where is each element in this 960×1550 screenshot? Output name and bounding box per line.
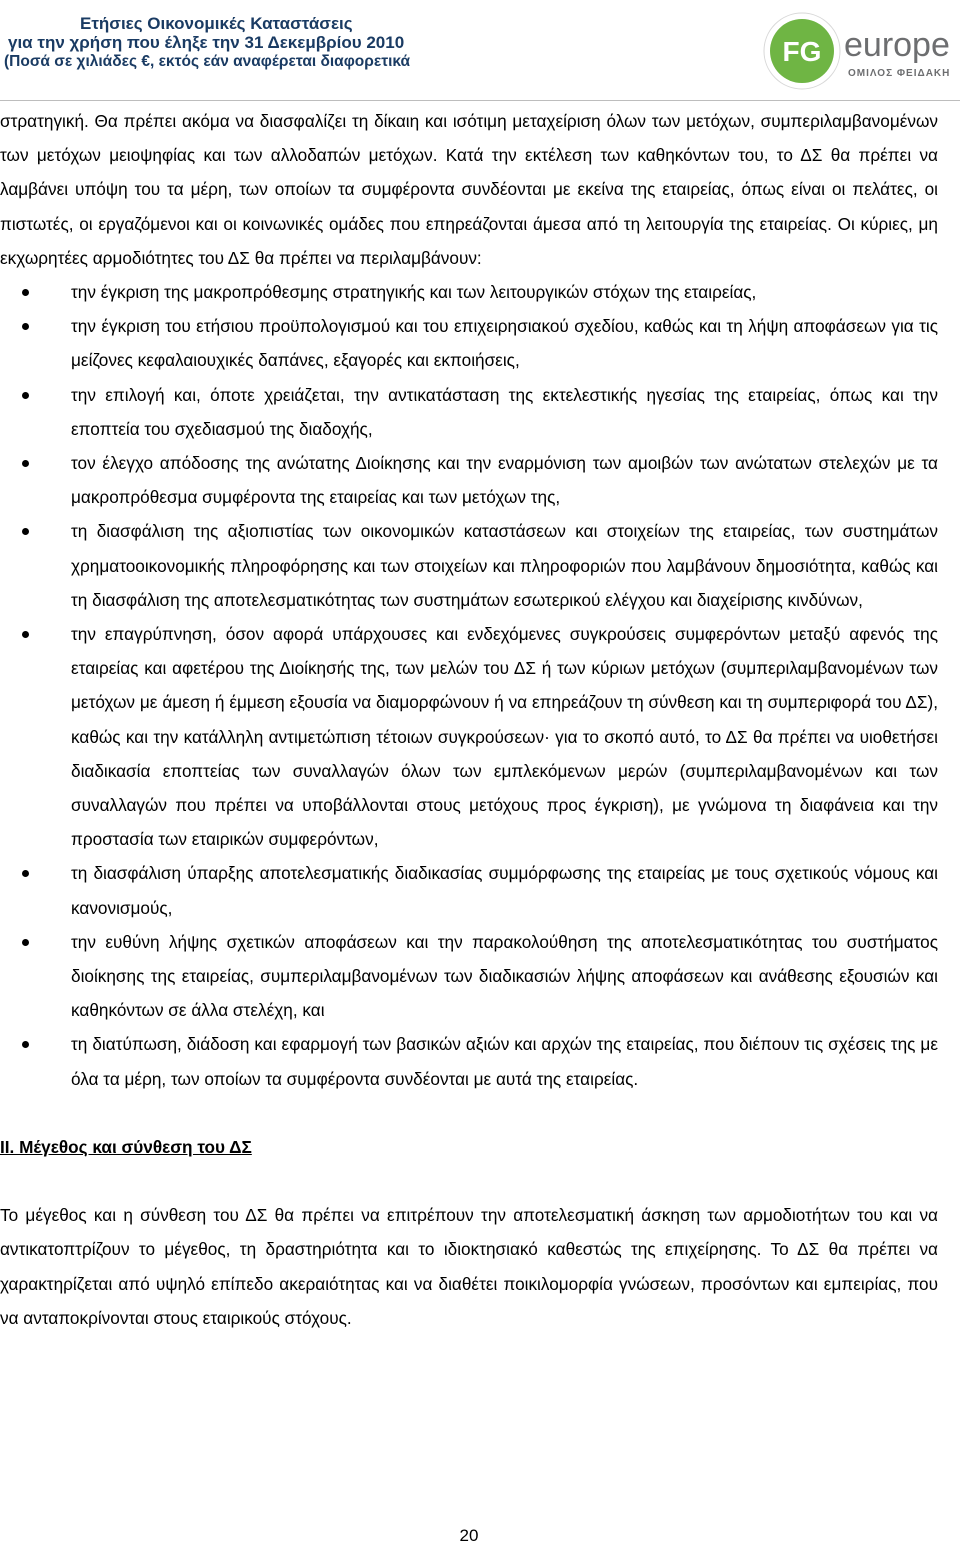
- bullet-icon: [22, 1041, 29, 1048]
- header-note: (Ποσά σε χιλιάδες €, εκτός εάν αναφέρεται διαφορετικά: [4, 53, 411, 70]
- list-item-text: την έγκριση του ετήσιου προϋπολογισμού και του επιχειρησιακού σχεδίου, καθώς και τη λήψη αποφάσεων για τις μείζονες κεφαλαιουχικές δαπάνες, εξαγορές και εκποιήσεις,: [71, 316, 938, 371]
- logo-fg-text: FG: [782, 36, 822, 67]
- list-item: [0, 1027, 938, 1095]
- list-item-text: τον έλεγχο απόδοσης της ανώτατης Διοίκησης και την εναρμόνιση των αμοιβών των ανώτατων στελεχών με τα μακροπρόθεσμα συμφέροντα της εταιρείας και των μετόχων της,: [71, 453, 938, 508]
- responsibilities-list: [0, 275, 938, 1096]
- section-heading: ΙΙ. Μέγεθος και σύνθεση του ΔΣ: [0, 1136, 252, 1157]
- list-item-text: την έγκριση της μακροπρόθεσμης στρατηγικής και των λειτουργικών στόχων της εταιρείας,: [71, 282, 757, 303]
- bullet-icon: [22, 460, 29, 467]
- section-paragraph: Το μέγεθος και η σύνθεση του ΔΣ θα πρέπει να επιτρέπουν την αποτελεσματική άσκηση των αρμοδιοτήτων του και να αντικατοπτρίζουν το μέγεθος, τη δραστηριότητα και το ιδιοκτησιακό καθεστώς της επιχείρησης. Το ΔΣ θα πρέπει να χαρακτηρίζεται από υψηλό επίπεδο ακεραιότητας και να διαθέτει ποικιλομορφία γνώσεων, προσόντων και εμπειρίας, που να ανταποκρίνονται στους εταιρικούς στόχους.: [0, 1205, 938, 1328]
- page-header: [0, 0, 960, 100]
- fg-europe-logo: [760, 6, 955, 96]
- list-item-text: την επιλογή και, όποτε χρειάζεται, την αντικατάσταση της εκτελεστικής ηγεσίας της εταιρείας, όπως και την εποπτεία του σχεδιασμού της διαδοχής,: [71, 384, 938, 439]
- list-item-text: την ευθύνη λήψης σχετικών αποφάσεων και την παρακολούθηση της αποτελεσματικότητας του συστήματος διοίκησης της εταιρείας, συμπεριλαμβανομένων των διαδικασιών λήψης αποφάσεων και ανάθεσης εξουσιών και καθηκόντων σε άλλα στελέχη, και: [71, 931, 938, 1021]
- list-item-text: τη διατύπωση, διάδοση και εφαρμογή των βασικών αξιών και αρχών της εταιρείας, που διέπουν τις σχέσεις της με όλα τα μέρη, των οποίων τα συμφέροντα συνδέονται με αυτά της εταιρείας.: [71, 1034, 938, 1089]
- header-text-block: [4, 14, 410, 71]
- list-item: [0, 446, 938, 514]
- bullet-icon: [22, 939, 29, 946]
- logo-word: europe: [844, 26, 950, 64]
- intro-paragraph: στρατηγική. Θα πρέπει ακόμα να διασφαλίζει τη δίκαιη και ισότιμη μεταχείριση όλων των μετόχων, συμπεριλαμβανομένων των μετόχων μειοψηφίας και των αλλοδαπών μετόχων. Κατά την εκτέλεση των καθηκόντων του, το ΔΣ θα πρέπει να λαμβάνει υπόψη του τα μέρη, των οποίων τα συμφέροντα συνδέονται με εκείνα της εταιρείας, όπως είναι οι πελάτες, οι πιστωτές, οι εργαζόμενοι και οι κοινωνικές ομάδες που επηρεάζονται άμεσα από τη λειτουργία της εταιρείας. Οι κύριες, μη εκχωρητέες αρμοδιότητες του ΔΣ θα πρέπει να περιλαμβάνουν:: [0, 111, 938, 268]
- list-item: [0, 309, 938, 377]
- page-number: 20: [459, 1526, 479, 1545]
- bullet-icon: [22, 289, 29, 296]
- bullet-icon: [22, 870, 29, 877]
- list-item: [0, 856, 938, 924]
- list-item: [0, 514, 938, 617]
- list-item-text: τη διασφάλιση της αξιοπιστίας των οικονομικών καταστάσεων και στοιχείων της εταιρείας, των συστημάτων χρηματοοικονομικής πληροφόρησης και των στοιχείων και πληροφοριών που λαμβάνουν δημοσιότητα, καθώς και τη διασφάλιση της αποτελεσματικότητας των συστημάτων εσωτερικού ελέγχου και διαχείρισης κινδύνων,: [71, 521, 938, 610]
- list-item-text: τη διασφάλιση ύπαρξης αποτελεσματικής διαδικασίας συμμόρφωσης της εταιρείας με τους σχετικούς νόμους και κανονισμούς,: [71, 863, 938, 918]
- list-item: [0, 378, 938, 446]
- list-item: [0, 925, 938, 1028]
- bullet-icon: [22, 631, 29, 638]
- header-subtitle: για την χρήση που έληξε την 31 Δεκεμβρίου 2010: [8, 33, 405, 52]
- list-item-text: την επαγρύπνηση, όσον αφορά υπάρχουσες και ενδεχόμενες συγκρούσεις συμφερόντων μεταξύ αφενός της εταιρείας και αφετέρου της Διοίκησής της, των μελών του ΔΣ ή των κύριων μετόχων (συμπεριλαμβανομένων των μετόχων με άμεση ή έμμεση εξουσία να διαμορφώνουν ή να επηρεάζουν τη σύνθεση και τη συμπεριφορά του ΔΣ), καθώς και την κατάλληλη αντιμετώπιση τέτοιων συγκρούσεων· για το σκοπό αυτό, το ΔΣ θα πρέπει να υιοθετήσει διαδικασία εποπτείας των συναλλαγών όλων των εμπλεκόμενων μερών (συμπεριλαμβανομένων και των συναλλαγών που πρέπει να υποβάλλονται στους μετόχους προς έγκριση), με γνώμονα τη διαφάνεια και την προστασία των εταιρικών συμφερόντων,: [71, 624, 938, 850]
- document-body: [0, 104, 938, 1352]
- bullet-icon: [22, 323, 29, 330]
- bullet-icon: [22, 392, 29, 399]
- logo-subtitle: ΟΜΙΛΟΣ ΦΕΙΔΑΚΗ: [848, 68, 951, 79]
- list-item: [0, 275, 938, 309]
- list-item: [0, 617, 938, 856]
- header-title: Ετήσιες Οικονομικές Καταστάσεις: [80, 14, 353, 33]
- bullet-icon: [22, 528, 29, 535]
- header-divider: [0, 100, 960, 101]
